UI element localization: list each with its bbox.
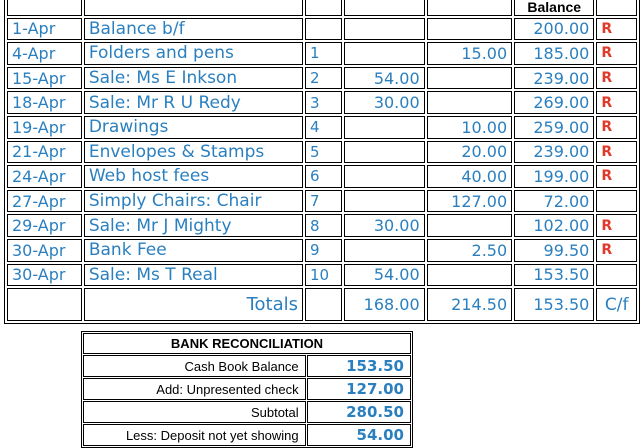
ledger-balance-cell: 269.00 — [514, 91, 594, 114]
ledger-ref-cell: 7 — [305, 190, 342, 213]
ledger-description-cell: Bank Fee — [84, 239, 303, 262]
ledger-ref-cell: 8 — [305, 214, 342, 237]
ledger-debit-cell — [344, 18, 424, 41]
ledger-date-cell: 27-Apr — [7, 190, 82, 213]
table-row — [7, 190, 637, 213]
ledger-date-cell: 30-Apr — [7, 239, 82, 262]
recon-value: 153.50 — [307, 355, 411, 377]
ledger-ref-cell: 3 — [305, 91, 342, 114]
ledger-ref-cell: 6 — [305, 165, 342, 188]
totals-balance: 153.50 — [514, 288, 594, 321]
reconciled-mark — [596, 190, 637, 213]
table-row — [7, 141, 637, 164]
ledger-description-cell: Web host fees — [84, 165, 303, 188]
ledger-date-cell: 19-Apr — [7, 116, 82, 139]
totals-debit: 168.00 — [344, 288, 424, 321]
recon-label: Subtotal — [83, 401, 306, 423]
table-row — [7, 165, 637, 188]
header-balance-cell: Balance — [514, 0, 594, 16]
header-date-cell — [7, 0, 82, 16]
ledger-date-cell: 30-Apr — [7, 264, 82, 287]
ledger-ref-cell: 1 — [305, 42, 342, 65]
reconciled-mark: R — [596, 91, 637, 114]
recon-title-row — [83, 333, 411, 354]
table-row — [7, 91, 637, 114]
reconciled-mark: R — [596, 141, 637, 164]
header-description-cell — [84, 0, 303, 16]
ledger-credit-cell — [427, 214, 513, 237]
ledger-date-cell: 29-Apr — [7, 214, 82, 237]
ledger-debit-cell: 54.00 — [344, 67, 424, 90]
ledger-credit-cell: 40.00 — [427, 165, 513, 188]
recon-value: 280.50 — [307, 401, 411, 423]
ledger-balance-cell: 199.00 — [514, 165, 594, 188]
carry-forward-label: C/f — [596, 288, 637, 321]
ledger-credit-cell — [427, 264, 513, 287]
header-mark-cell — [596, 0, 637, 16]
bank-reconciliation-table — [81, 331, 413, 448]
header-ref-cell — [305, 0, 342, 16]
ledger-description-cell: Sale: Ms E Inkson — [84, 67, 303, 90]
ledger-date-cell: 24-Apr — [7, 165, 82, 188]
ledger-debit-cell — [344, 116, 424, 139]
ledger-ref-cell — [305, 18, 342, 41]
ledger-date-cell: 18-Apr — [7, 91, 82, 114]
ledger-balance-cell: 185.00 — [514, 42, 594, 65]
ledger-debit-cell — [344, 239, 424, 262]
ledger-credit-cell: 20.00 — [427, 141, 513, 164]
ledger-ref-cell: 4 — [305, 116, 342, 139]
ledger-balance-cell: 239.00 — [514, 141, 594, 164]
reconciled-mark: R — [596, 214, 637, 237]
ledger-description-cell: Drawings — [84, 116, 303, 139]
ledger-description-cell: Folders and pens — [84, 42, 303, 65]
recon-row — [83, 378, 411, 400]
ledger-debit-cell — [344, 190, 424, 213]
recon-title: BANK RECONCILIATION — [83, 333, 411, 354]
ledger-description-cell: Sale: Mr J Mighty — [84, 214, 303, 237]
header-credit-cell — [427, 0, 513, 16]
ledger-ref-cell: 2 — [305, 67, 342, 90]
table-row — [7, 116, 637, 139]
reconciled-mark: R — [596, 239, 637, 262]
ledger-description-cell: Balance b/f — [84, 18, 303, 41]
ledger-description-cell: Envelopes & Stamps — [84, 141, 303, 164]
ledger-balance-cell: 239.00 — [514, 67, 594, 90]
ledger-date-cell: 21-Apr — [7, 141, 82, 164]
ledger-balance-cell: 72.00 — [514, 190, 594, 213]
ledger-debit-cell: 30.00 — [344, 91, 424, 114]
recon-value: 54.00 — [307, 424, 411, 446]
reconciled-mark: R — [596, 67, 637, 90]
ledger-header-row — [7, 0, 637, 16]
ledger-debit-cell — [344, 42, 424, 65]
totals-empty-cell — [7, 288, 82, 321]
reconciled-mark: R — [596, 18, 637, 41]
table-row — [7, 18, 637, 41]
ledger-debit-cell — [344, 141, 424, 164]
reconciled-mark — [596, 264, 637, 287]
ledger-balance-cell: 259.00 — [514, 116, 594, 139]
recon-label: Cash Book Balance — [83, 355, 306, 377]
ledger-date-cell: 15-Apr — [7, 67, 82, 90]
ledger-credit-cell — [427, 67, 513, 90]
ledger-credit-cell: 2.50 — [427, 239, 513, 262]
ledger-date-cell: 4-Apr — [7, 42, 82, 65]
table-row — [7, 214, 637, 237]
ledger-credit-cell: 15.00 — [427, 42, 513, 65]
ledger-balance-cell: 153.50 — [514, 264, 594, 287]
ledger-description-cell: Simply Chairs: Chair — [84, 190, 303, 213]
ledger-credit-cell — [427, 18, 513, 41]
recon-row — [83, 355, 411, 377]
ledger-ref-cell: 9 — [305, 239, 342, 262]
table-row — [7, 42, 637, 65]
totals-ref-empty-cell — [305, 288, 342, 321]
ledger-credit-cell: 127.00 — [427, 190, 513, 213]
ledger-debit-cell — [344, 165, 424, 188]
totals-credit: 214.50 — [427, 288, 513, 321]
recon-row — [83, 401, 411, 423]
ledger-balance-cell: 200.00 — [514, 18, 594, 41]
ledger-ref-cell: 5 — [305, 141, 342, 164]
totals-label: Totals — [84, 288, 303, 321]
ledger-ref-cell: 10 — [305, 264, 342, 287]
recon-value: 127.00 — [307, 378, 411, 400]
table-row — [7, 239, 637, 262]
recon-row — [83, 424, 411, 446]
ledger-balance-cell: 99.50 — [514, 239, 594, 262]
ledger-date-cell: 1-Apr — [7, 18, 82, 41]
ledger-credit-cell — [427, 91, 513, 114]
ledger-balance-cell: 102.00 — [514, 214, 594, 237]
ledger-debit-cell: 30.00 — [344, 214, 424, 237]
reconciled-mark: R — [596, 165, 637, 188]
ledger-debit-cell: 54.00 — [344, 264, 424, 287]
ledger-description-cell: Sale: Mr R U Redy — [84, 91, 303, 114]
recon-label: Less: Deposit not yet showing — [83, 424, 306, 446]
ledger-description-cell: Sale: Ms T Real — [84, 264, 303, 287]
totals-row — [7, 288, 637, 321]
reconciled-mark: R — [596, 116, 637, 139]
cash-book-ledger — [4, 0, 640, 324]
header-debit-cell — [344, 0, 424, 16]
table-row — [7, 67, 637, 90]
recon-label: Add: Unpresented check — [83, 378, 306, 400]
reconciled-mark: R — [596, 42, 637, 65]
table-row — [7, 264, 637, 287]
ledger-credit-cell: 10.00 — [427, 116, 513, 139]
